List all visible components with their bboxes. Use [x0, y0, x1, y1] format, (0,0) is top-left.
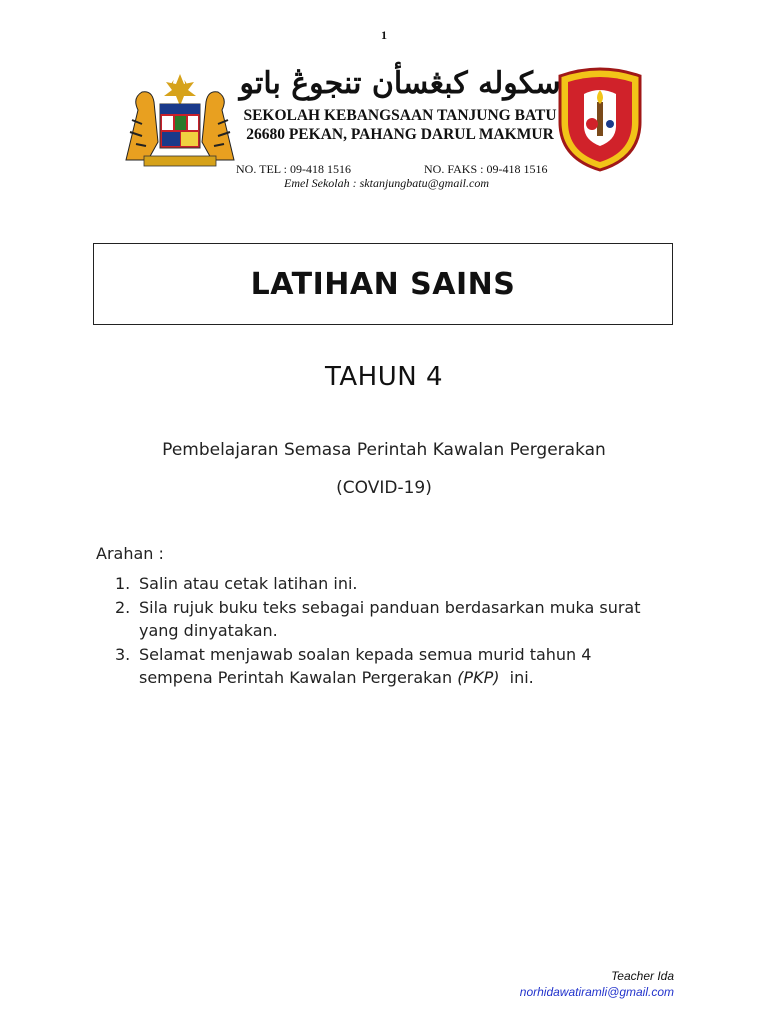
instruction-text-end: ini.	[499, 668, 534, 687]
instruction-item	[115, 572, 655, 596]
instruction-text: Salin atau cetak latihan ini.	[139, 574, 358, 593]
instruction-text: Selamat menjawab soalan kepada semua murid tahun 4 sempena Perintah Kawalan Pergerakan	[139, 644, 592, 687]
subtitle-covid: (COVID-19)	[336, 478, 432, 498]
instruction-number: 3.	[115, 644, 131, 664]
subtitle-context: Pembelajaran Semasa Perintah Kawalan Pergerakan	[162, 440, 606, 460]
instruction-item	[115, 596, 655, 643]
instruction-abbreviation: (PKP)	[457, 668, 500, 687]
school-email: Emel Sekolah : sktanjungbatu@gmail.com	[284, 176, 490, 190]
instruction-number: 1.	[115, 574, 131, 593]
instructions-label: Arahan :	[96, 544, 164, 563]
letterhead-text	[230, 62, 570, 144]
footer	[520, 968, 674, 1000]
school-crest-icon	[554, 66, 646, 172]
author-name: Teacher Ida	[611, 969, 674, 983]
instruction-number: 2.	[115, 597, 131, 617]
instruction-item	[115, 643, 655, 690]
page-number: 1	[381, 28, 387, 42]
malaysia-coat-of-arms-icon	[118, 70, 242, 174]
instruction-text: Sila rujuk buku teks sebagai panduan berdasarkan muka surat yang dinyatakan.	[139, 597, 641, 640]
school-fax: NO. FAKS : 09-418 1516	[424, 162, 548, 176]
school-address: 26680 PEKAN, PAHANG DARUL MAKMUR	[246, 126, 554, 143]
school-name: SEKOLAH KEBANGSAAN TANJUNG BATU	[243, 107, 557, 124]
school-name-jawi: سکوله کبڠسأن تنجوڠ باتو	[239, 66, 561, 101]
author-email-link[interactable]: norhidawatiramli@gmail.com	[519, 985, 674, 999]
grade-level: TAHUN 4	[325, 362, 443, 392]
title-box	[93, 243, 673, 325]
letterhead	[118, 62, 646, 194]
instructions-list	[115, 572, 655, 690]
page-title: LATIHAN SAINS	[250, 266, 516, 302]
school-telephone: NO. TEL : 09-418 1516	[236, 162, 351, 176]
